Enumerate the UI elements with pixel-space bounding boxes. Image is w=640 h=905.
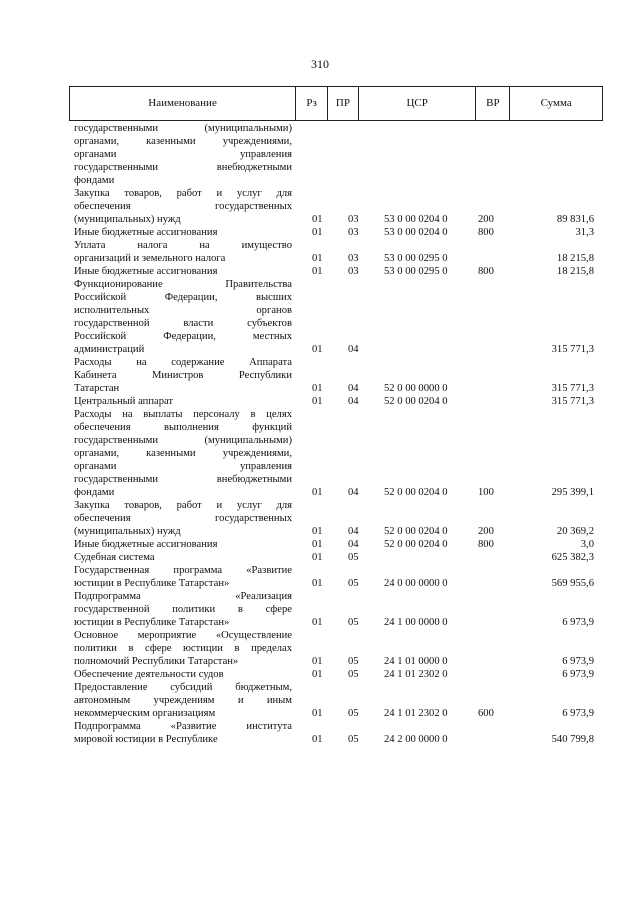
row-pr: 03	[348, 227, 359, 238]
row-sum: 6 973,9	[562, 669, 594, 680]
row-rz: 01	[312, 708, 323, 719]
row-csr: 24 1 00 0000 0	[384, 617, 448, 628]
row-name-line: полномочий Республики Татарстан»	[74, 656, 239, 667]
row-csr: 52 0 00 0204 0	[384, 539, 448, 550]
row-rz: 01	[312, 383, 323, 394]
row-name-line: Функционирование Правительства	[74, 279, 292, 290]
table-row	[74, 590, 594, 629]
row-sum: 315 771,3	[551, 344, 594, 355]
row-rz: 01	[312, 552, 323, 563]
row-name-line: государственными (муниципальными)	[74, 435, 292, 446]
row-rz: 01	[312, 253, 323, 264]
row-name-line: Иные бюджетные ассигнования	[74, 539, 218, 550]
row-rz: 01	[312, 266, 323, 277]
row-vr: 800	[478, 266, 494, 277]
row-name-line: государственной власти субъектов	[74, 318, 292, 329]
table-row	[74, 395, 594, 408]
table-row	[74, 239, 594, 265]
table-row	[74, 265, 594, 278]
row-name-line: Расходы на содержание Аппарата	[74, 357, 292, 368]
row-name-line: Иные бюджетные ассигнования	[74, 266, 218, 277]
row-name-line: Российской Федерации, высших	[74, 292, 292, 303]
row-vr: 800	[478, 227, 494, 238]
row-csr: 24 0 00 0000 0	[384, 578, 448, 589]
row-pr: 05	[348, 708, 359, 719]
table-row	[74, 278, 594, 356]
row-sum: 625 382,3	[551, 552, 594, 563]
row-name-line: Подпрограмма «Реализация	[74, 591, 292, 602]
row-name	[74, 122, 292, 187]
table-header	[69, 86, 603, 121]
row-name-line: (муниципальных) нужд	[74, 214, 181, 225]
row-sum: 315 771,3	[551, 396, 594, 407]
row-name-line: Расходы на выплаты персоналу в целях	[74, 409, 292, 420]
row-name	[74, 265, 292, 278]
row-name-line: Основное мероприятие «Осуществление	[74, 630, 292, 641]
table-row	[74, 226, 594, 239]
row-csr: 52 0 00 0204 0	[384, 526, 448, 537]
row-name	[74, 226, 292, 239]
table-row	[74, 564, 594, 590]
row-name	[74, 564, 292, 590]
row-name	[74, 551, 292, 564]
row-pr: 05	[348, 578, 359, 589]
row-sum: 18 215,8	[556, 253, 594, 264]
row-pr: 05	[348, 617, 359, 628]
row-rz: 01	[312, 396, 323, 407]
row-vr: 100	[478, 487, 494, 498]
row-pr: 03	[348, 253, 359, 264]
row-name-line: обеспечения государственных	[74, 201, 292, 212]
row-name-line: Иные бюджетные ассигнования	[74, 227, 218, 238]
row-vr: 600	[478, 708, 494, 719]
row-pr: 05	[348, 734, 359, 745]
row-name-line: государственными внебюджетными	[74, 474, 292, 485]
row-name-line: мировой юстиции в Республике	[74, 734, 218, 745]
header-csr: ЦСР	[359, 87, 477, 120]
row-name-line: органами управления	[74, 461, 292, 472]
row-name	[74, 395, 292, 408]
row-name-line: политики в сфере юстиции в пределах	[74, 643, 292, 654]
row-name-line: Государственная программа «Развитие	[74, 565, 292, 576]
row-sum: 18 215,8	[556, 266, 594, 277]
row-name	[74, 278, 292, 356]
row-sum: 569 955,6	[551, 578, 594, 589]
row-name-line: Предоставление субсидий бюджетным,	[74, 682, 292, 693]
row-name-line: организаций и земельного налога	[74, 253, 226, 264]
row-csr: 24 1 01 0000 0	[384, 656, 448, 667]
row-name	[74, 668, 292, 681]
row-name-line: органами управления	[74, 149, 292, 160]
row-rz: 01	[312, 617, 323, 628]
row-sum: 6 973,9	[562, 617, 594, 628]
row-name-line: обеспечения государственных	[74, 513, 292, 524]
row-name-line: Судебная система	[74, 552, 155, 563]
row-rz: 01	[312, 578, 323, 589]
row-name-line: государственными (муниципальными)	[74, 123, 292, 134]
table-row	[74, 668, 594, 681]
row-name-line: фондами	[74, 487, 115, 498]
row-pr: 05	[348, 669, 359, 680]
row-pr: 05	[348, 552, 359, 563]
page-number: 310	[311, 57, 329, 71]
row-vr: 200	[478, 214, 494, 225]
row-pr: 04	[348, 396, 359, 407]
row-sum: 315 771,3	[551, 383, 594, 394]
row-csr: 52 0 00 0000 0	[384, 383, 448, 394]
row-sum: 89 831,6	[556, 214, 594, 225]
row-name-line: Закупка товаров, работ и услуг для	[74, 188, 292, 199]
row-name-line: Российской Федерации, местных	[74, 331, 292, 342]
row-name-line: государственной политики в сфере	[74, 604, 292, 615]
row-name-line: Кабинета Министров Республики	[74, 370, 292, 381]
row-name-line: Подпрограмма «Развитие института	[74, 721, 292, 732]
table-body	[74, 122, 594, 746]
table-row	[74, 356, 594, 395]
row-sum: 295 399,1	[551, 487, 594, 498]
row-vr: 800	[478, 539, 494, 550]
row-csr: 53 0 00 0295 0	[384, 266, 448, 277]
row-name	[74, 239, 292, 265]
row-name-line: Центральный аппарат	[74, 396, 174, 407]
row-rz: 01	[312, 526, 323, 537]
row-pr: 04	[348, 487, 359, 498]
row-name-line: Обеспечение деятельности судов	[74, 669, 224, 680]
row-csr: 53 0 00 0204 0	[384, 227, 448, 238]
table-row	[74, 122, 594, 187]
row-name-line: автономным учреждениям и иным	[74, 695, 292, 706]
row-rz: 01	[312, 656, 323, 667]
row-name	[74, 499, 292, 538]
row-pr: 03	[348, 214, 359, 225]
row-csr: 52 0 00 0204 0	[384, 487, 448, 498]
row-rz: 01	[312, 487, 323, 498]
header-pr: ПР	[328, 87, 359, 120]
row-name-line: Закупка товаров, работ и услуг для	[74, 500, 292, 511]
row-sum: 20 369,2	[556, 526, 594, 537]
row-name	[74, 629, 292, 668]
row-csr: 24 2 00 0000 0	[384, 734, 448, 745]
row-pr: 04	[348, 526, 359, 537]
row-pr: 05	[348, 656, 359, 667]
table-row	[74, 538, 594, 551]
row-name	[74, 590, 292, 629]
row-name-line: фондами	[74, 175, 115, 186]
row-rz: 01	[312, 214, 323, 225]
row-csr: 53 0 00 0295 0	[384, 253, 448, 264]
row-csr: 53 0 00 0204 0	[384, 214, 448, 225]
table-row	[74, 720, 594, 746]
row-sum: 540 799,8	[551, 734, 594, 745]
header-sum: Сумма	[540, 97, 572, 109]
header-name: Наименование	[70, 87, 296, 120]
row-csr: 52 0 00 0204 0	[384, 396, 448, 407]
header-rz: Рз	[296, 87, 328, 120]
row-pr: 03	[348, 266, 359, 277]
row-name	[74, 408, 292, 499]
row-name-line: некоммерческим организациям	[74, 708, 216, 719]
row-rz: 01	[312, 227, 323, 238]
table-row	[74, 408, 594, 499]
row-rz: 01	[312, 539, 323, 550]
row-rz: 01	[312, 734, 323, 745]
row-csr: 24 1 01 2302 0	[384, 669, 448, 680]
table-row	[74, 629, 594, 668]
row-name-line: Татарстан	[74, 383, 120, 394]
table-row	[74, 187, 594, 226]
row-sum: 6 973,9	[562, 656, 594, 667]
row-rz: 01	[312, 669, 323, 680]
row-name	[74, 187, 292, 226]
row-name-line: (муниципальных) нужд	[74, 526, 181, 537]
row-name	[74, 681, 292, 720]
row-name-line: Уплата налога на имущество	[74, 240, 292, 251]
row-name-line: исполнительных органов	[74, 305, 292, 316]
row-sum: 3,0	[580, 539, 594, 550]
row-sum: 31,3	[575, 227, 594, 238]
row-name-line: органами, казенными учреждениями,	[74, 136, 292, 147]
row-pr: 04	[348, 383, 359, 394]
row-rz: 01	[312, 344, 323, 355]
row-name	[74, 720, 292, 746]
row-name-line: государственными внебюджетными	[74, 162, 292, 173]
row-pr: 04	[348, 539, 359, 550]
row-sum: 6 973,9	[562, 708, 594, 719]
row-name	[74, 356, 292, 395]
row-vr: 200	[478, 526, 494, 537]
row-pr: 04	[348, 344, 359, 355]
row-name-line: органами, казенными учреждениями,	[74, 448, 292, 459]
row-name-line: администраций	[74, 344, 145, 355]
table-row	[74, 551, 594, 564]
header-vr: ВР	[476, 87, 510, 120]
row-name	[74, 538, 292, 551]
table-row	[74, 499, 594, 538]
row-name-line: юстиции в Республике Татарстан»	[74, 617, 230, 628]
table-row	[74, 681, 594, 720]
row-csr: 24 1 01 2302 0	[384, 708, 448, 719]
row-name-line: юстиции в Республике Татарстан»	[74, 578, 230, 589]
row-name-line: обеспечения выполнения функций	[74, 422, 292, 433]
